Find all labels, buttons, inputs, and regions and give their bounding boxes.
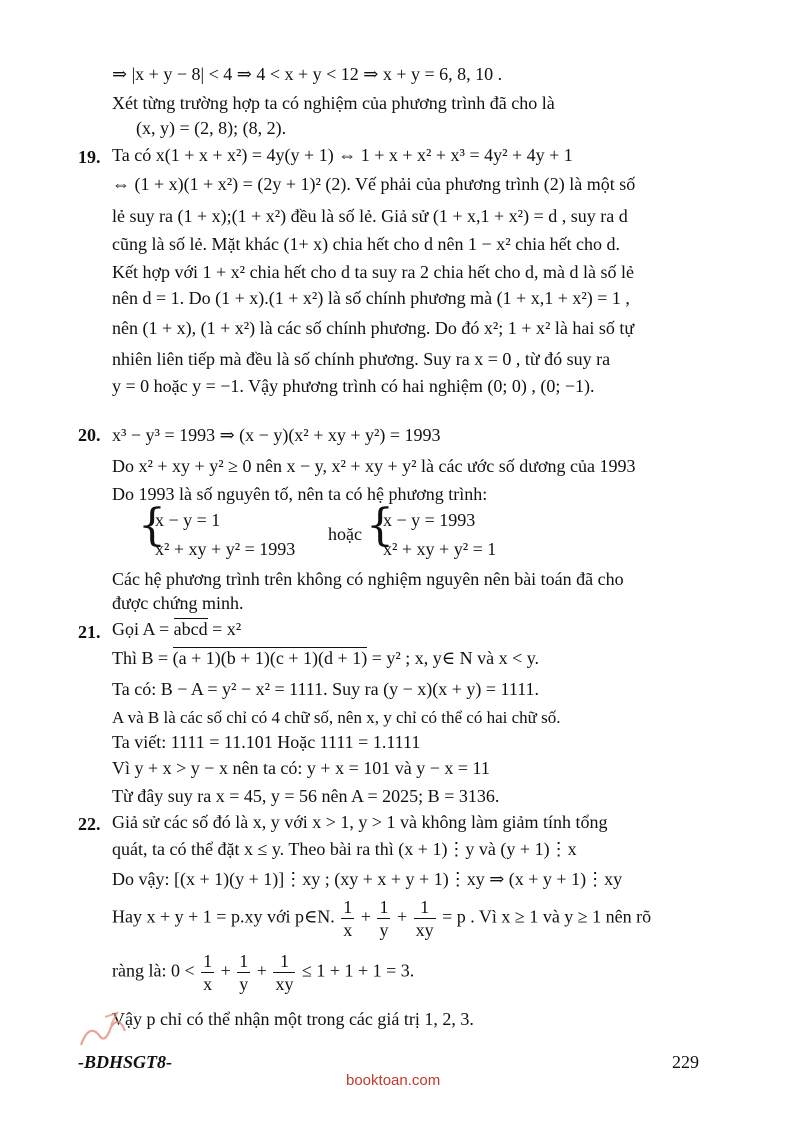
numerator: 1: [273, 950, 295, 973]
text-line: Các hệ phương trình trên không có nghiệm nguyên nên bài toán đã cho: [112, 569, 624, 589]
numerator: 1: [203, 951, 213, 971]
text-line: Vì y + x > y − x nên ta có: y + x = 101 và y − x = 11: [112, 758, 490, 778]
denominator: y: [379, 920, 389, 940]
text-line: ⇔ (1 + x)(1 + x²) = (2y + 1)² (2). Vế phải của phương trình (2) là một số: [112, 174, 636, 194]
text-line: ⇒ |x + y − 8| < 4 ⇒ 4 < x + y < 12 ⇒ x + y = 6, 8, 10 .: [112, 64, 503, 84]
text-line: cũng là số lẻ. Mặt khác (1+ x) chia hết cho d nên 1 − x² chia hết cho d.: [112, 234, 621, 254]
problem-number: 21.: [78, 622, 101, 642]
text-line: A và B là các số chỉ có 4 chữ số, nên x, y chỉ có thể có hai chữ số.: [112, 708, 561, 727]
equation: x − y = 1: [155, 510, 221, 530]
text-span: Thì B =: [112, 648, 173, 668]
numerator: 1: [343, 897, 353, 917]
text-line: nên (1 + x), (1 + x²) là các số chính phương. Do đó x²; 1 + x² là hai số tự: [112, 318, 635, 338]
text-line: Do vậy: [(x + 1)(y + 1)]⋮xy ; (xy + x + y + 1)⋮xy ⇒ (x + y + 1)⋮xy: [112, 869, 623, 889]
text-line: lẻ suy ra (1 + x);(1 + x²) đều là số lẻ. Giả sử (1 + x,1 + x²) = d , suy ra d: [112, 206, 628, 226]
text-span: ≤ 1 + 1 + 1 = 3.: [301, 960, 415, 981]
plus-sign: +: [220, 960, 231, 981]
fraction-line: [112, 950, 414, 995]
numerator: 1: [414, 896, 436, 919]
text-line: y = 0 hoặc y = −1. Vậy phương trình có hai nghiệm (0; 0) , (0; −1).: [112, 376, 595, 396]
equation: x − y = 1993: [383, 510, 476, 530]
text-line: Ta có x(1 + x + x²) = 4y(y + 1) ⇔ 1 + x + x² + x³ = 4y² + 4y + 1: [112, 145, 573, 165]
text-line: Ta có: B − A = y² − x² = 1111. Suy ra (y − x)(x + y) = 1111.: [112, 679, 540, 699]
fraction-line: [112, 896, 651, 941]
text-span: = x²: [207, 619, 242, 639]
text-line: [112, 647, 539, 669]
overlined-number: (a + 1)(b + 1)(c + 1)(d + 1): [172, 648, 368, 668]
overlined-number: abcd: [173, 619, 208, 639]
page-number: 229: [672, 1052, 699, 1072]
left-brace: {: [366, 500, 394, 551]
text-line: nên d = 1. Do (1 + x).(1 + x²) là số chính phương mà (1 + x,1 + x²) = 1 ,: [112, 288, 630, 308]
left-brace: {: [138, 500, 166, 551]
numerator: 1: [379, 897, 389, 917]
text-line: x³ − y³ = 1993 ⇒ (x − y)(x² + xy + y²) = 1993: [112, 425, 441, 445]
problem-number: 19.: [78, 147, 101, 167]
text-line: Giả sử các số đó là x, y với x > 1, y > 1 và không làm giảm tính tổng: [112, 812, 608, 832]
denominator: x: [203, 974, 213, 994]
text-line: Kết hợp với 1 + x² chia hết cho d ta suy ra 2 chia hết cho d, mà d là số lẻ: [112, 262, 634, 282]
site-watermark[interactable]: booktoan.com: [346, 1072, 441, 1089]
problem-number: 20.: [78, 425, 101, 445]
problem-number: 22.: [78, 814, 101, 834]
text-span: Hay x + y + 1 = p.xy với p∈N.: [112, 906, 335, 927]
stamp-mark-icon: [75, 1005, 155, 1055]
equation: x² + xy + y² = 1993: [155, 539, 296, 559]
text-line: Từ đây suy ra x = 45, y = 56 nên A = 2025; B = 3136.: [112, 786, 500, 806]
fraction: [341, 896, 354, 941]
text-line: Do x² + xy + y² ≥ 0 nên x − y, x² + xy + y² là các ước số dương của 1993: [112, 456, 636, 476]
text-span: ràng là: 0 <: [112, 960, 195, 981]
text-line: Do 1993 là số nguyên tố, nên ta có hệ phương trình:: [112, 484, 488, 504]
numerator: 1: [239, 951, 249, 971]
text-span: = p . Vì x ≥ 1 và y ≥ 1 nên rõ: [442, 906, 652, 927]
text-line: được chứng minh.: [112, 593, 244, 613]
text-line: hoặc: [328, 524, 362, 544]
fraction: [414, 896, 436, 941]
text-line: Vậy p chỉ có thể nhận một trong các giá trị 1, 2, 3.: [112, 1009, 474, 1029]
text-line: Xét từng trường hợp ta có nghiệm của phương trình đã cho là: [112, 93, 555, 113]
fraction: [237, 950, 250, 995]
text-span: Gọi A =: [112, 619, 174, 639]
denominator: xy: [275, 974, 294, 994]
plus-sign: +: [256, 960, 267, 981]
plus-sign: +: [396, 906, 408, 927]
text-span: = y² ; x, y∈ N và x < y.: [367, 648, 540, 668]
equation: x² + xy + y² = 1: [383, 539, 497, 559]
text-line: quát, ta có thể đặt x ≤ y. Theo bài ra thì (x + 1)⋮y và (y + 1)⋮x: [112, 839, 577, 859]
denominator: x: [343, 920, 353, 940]
plus-sign: +: [360, 906, 371, 927]
footer-book-code: -BDHSGT8-: [78, 1052, 172, 1072]
denominator: xy: [415, 920, 434, 940]
fraction: [201, 950, 214, 995]
text-line: (x, y) = (2, 8); (8, 2).: [136, 118, 287, 138]
text-line: [112, 618, 241, 640]
text-line: nhiên liên tiếp mà đều là số chính phương. Suy ra x = 0 , từ đó suy ra: [112, 349, 611, 369]
fraction: [273, 950, 295, 995]
text-line: Ta viết: 1111 = 11.101 Hoặc 1111 = 1.1111: [112, 732, 421, 752]
denominator: y: [239, 974, 249, 994]
fraction: [377, 896, 390, 941]
